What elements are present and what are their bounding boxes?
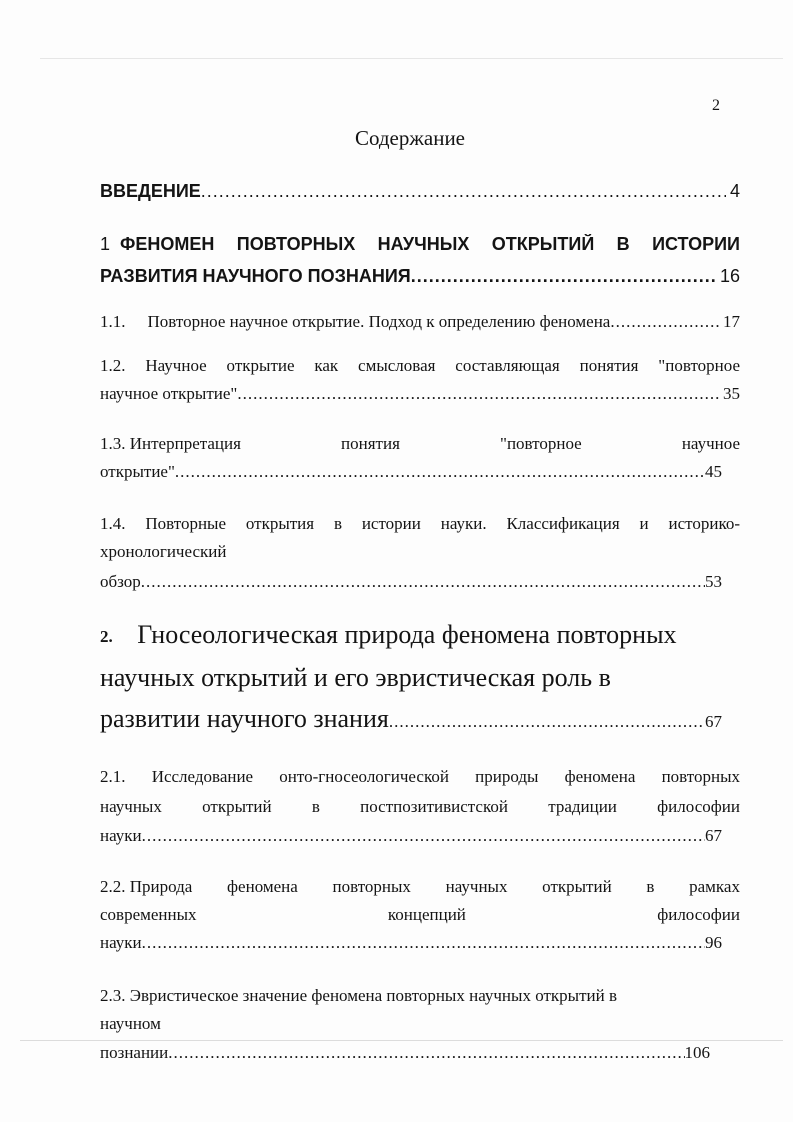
scan-edge	[20, 1040, 783, 1041]
toc-chapter-1-line2: РАЗВИТИЯ НАУЧНОГО ПОЗНАНИЯ ..... 16	[100, 266, 740, 287]
toc-section-2-3-line1: 2.3. Эвристическое значение феномена повторных научных открытий в	[100, 986, 617, 1005]
toc-section-2-1-line2: научных открытий в постпозитивистской традиции философии	[100, 797, 740, 816]
toc-section-1-2-line1: 1.2. Научное открытие как смысловая составляющая понятия "повторное	[100, 356, 740, 375]
toc-chapter-2-line3: развитии научного знания ..... 67	[100, 704, 722, 734]
toc-section-1-4-line2: хронологический	[100, 542, 227, 561]
toc-section-2-1-line1: 2.1. Исследование онто-гносеологической природы феномена повторных	[100, 767, 740, 786]
toc-section-2-2-line2: современных концепций философии	[100, 905, 740, 924]
toc-section-1-3-line2: открытие" ..... 45	[100, 462, 722, 482]
page-number: 2	[712, 97, 720, 114]
scan-edge	[40, 58, 783, 59]
toc-chapter-2-line1: 2. Гносеологическая природа феномена повторных	[100, 620, 677, 649]
toc-section-2-2-line3: науки ..... 96	[100, 933, 722, 953]
toc-section-2-3-line3: познании ..... 106	[100, 1043, 710, 1063]
toc-section-1-2-line2: научное открытие" ..... 35	[100, 384, 740, 404]
toc-chapter-2-line2: научных открытий и его эвристическая роль в	[100, 663, 611, 692]
toc-section-2-1-line3: науки ..... 67	[100, 826, 722, 846]
page-title: Содержание	[354, 126, 466, 150]
toc-section-1-3-line1: 1.3. Интерпретация понятия "повторное научное	[100, 434, 740, 453]
toc-section-1-4-line3: обзор ..... 53	[100, 572, 722, 592]
toc-section-1-1: 1.1. Повторное научное открытие. Подход к определению феномена ..... 17	[100, 312, 740, 332]
toc-section-1-4-line1: 1.4. Повторные открытия в истории науки. Классификация и историко-	[100, 514, 740, 533]
toc-section-2-2-line1: 2.2. Природа феномена повторных научных открытий в рамках	[100, 877, 740, 896]
toc-section-2-3-line2: научном	[100, 1014, 161, 1033]
toc-chapter-1-line1: 1 ФЕНОМЕН ПОВТОРНЫХ НАУЧНЫХ ОТКРЫТИЙ В ИСТОРИИ	[100, 234, 740, 254]
toc-entry-intro: ВВЕДЕНИЕ ..... 4	[100, 181, 740, 202]
